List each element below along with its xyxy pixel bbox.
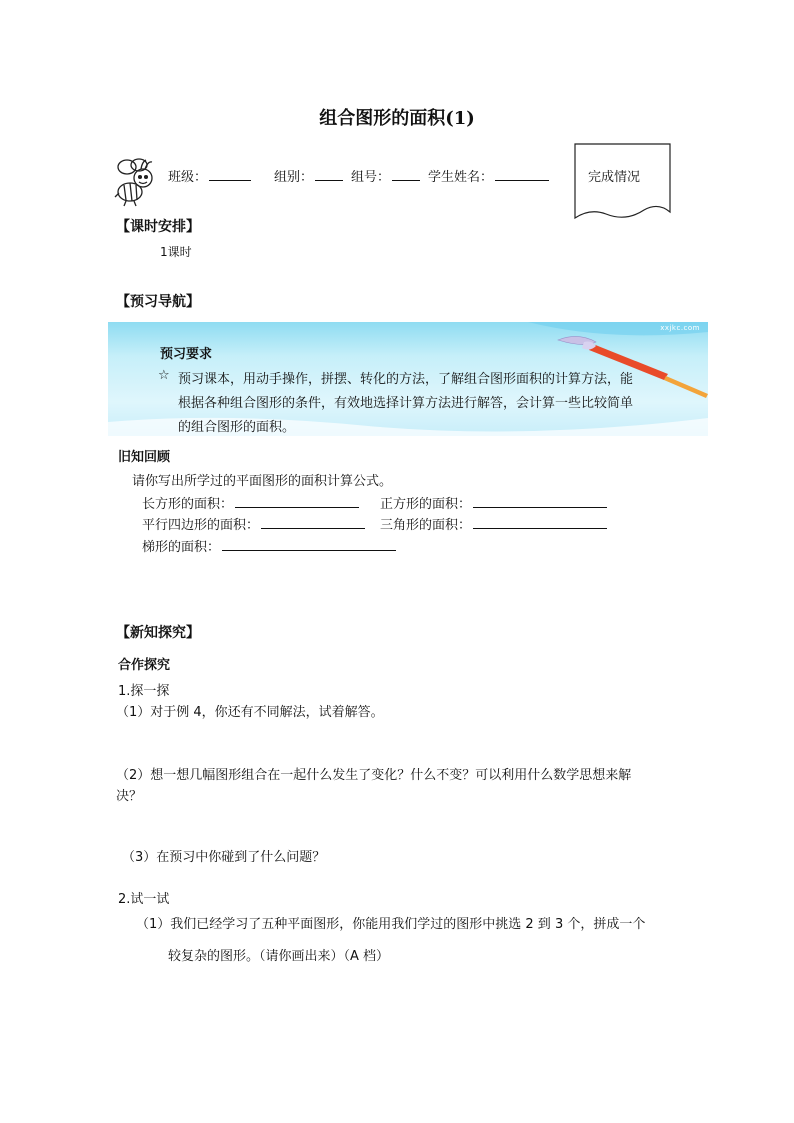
explore-heading: 【新知探究】: [116, 625, 200, 641]
star-icon: ☆: [158, 368, 170, 383]
parallelogram-area-blank[interactable]: [261, 515, 365, 529]
trapezoid-area-field: 梯形的面积：: [142, 536, 396, 555]
explore-subheading: 合作探究: [118, 658, 171, 673]
question-1-3: （3）在预习中你碰到了什么问题？: [122, 850, 326, 865]
class-blank[interactable]: [209, 167, 251, 181]
bee-icon: [112, 156, 162, 208]
review-heading: 旧知回顾: [118, 450, 171, 465]
student-name-field: 学生姓名：: [428, 166, 549, 185]
triangle-area-field: 三角形的面积：: [380, 514, 607, 533]
class-field: 班级：: [168, 166, 251, 185]
completion-status-label: 完成情况: [588, 170, 641, 185]
rect-area-blank[interactable]: [235, 494, 359, 508]
preview-line-2: 根据各种组合图形的条件，有效地选择计算方法进行解答，会计算一些比较简单: [178, 396, 634, 411]
question-2-title: 2.试一试: [118, 892, 170, 907]
question-1-1: （1）对于例 4，你还有不同解法，试着解答。: [116, 705, 384, 720]
triangle-area-blank[interactable]: [473, 515, 607, 529]
student-name-blank[interactable]: [495, 167, 549, 181]
preview-line-1: 预习课本，用动手操作，拼摆、转化的方法，了解组合图形面积的计算方法，能: [178, 372, 634, 387]
group-number-field: 组号：: [351, 166, 420, 185]
question-2-1-line-1: （1）我们已经学习了五种平面图形，你能用我们学过的图形中挑选 2 到 3 个，拼成一个: [136, 917, 646, 932]
rect-area-field: 长方形的面积：: [142, 493, 359, 512]
question-1-2-line-2: 决？: [116, 789, 143, 804]
schedule-value: 1课时: [160, 245, 192, 259]
page-title: 组合图形的面积(1): [319, 108, 475, 129]
group-field: 组别：: [274, 166, 343, 185]
square-area-field: 正方形的面积：: [380, 493, 607, 512]
question-1-2-line-1: （2）想一想几幅图形组合在一起什么发生了变化？什么不变？可以利用什么数学思想来解: [116, 768, 632, 783]
group-number-blank[interactable]: [392, 167, 420, 181]
banner-watermark: xxjkc.com: [660, 324, 700, 332]
question-2-1-line-2: 较复杂的图形。（请你画出来）（A 档）: [168, 949, 390, 964]
schedule-heading: 【课时安排】: [116, 219, 200, 235]
preview-line-3: 的组合图形的面积。: [178, 420, 296, 435]
trapezoid-area-blank[interactable]: [222, 537, 396, 551]
review-prompt: 请你写出所学过的平面图形的面积计算公式。: [132, 474, 393, 489]
group-blank[interactable]: [315, 167, 343, 181]
square-area-blank[interactable]: [473, 494, 607, 508]
question-1-title: 1.探一探: [118, 684, 170, 699]
banner-title: 预习要求: [160, 347, 213, 362]
preview-heading: 【预习导航】: [116, 294, 200, 310]
parallelogram-area-field: 平行四边形的面积：: [142, 514, 365, 533]
